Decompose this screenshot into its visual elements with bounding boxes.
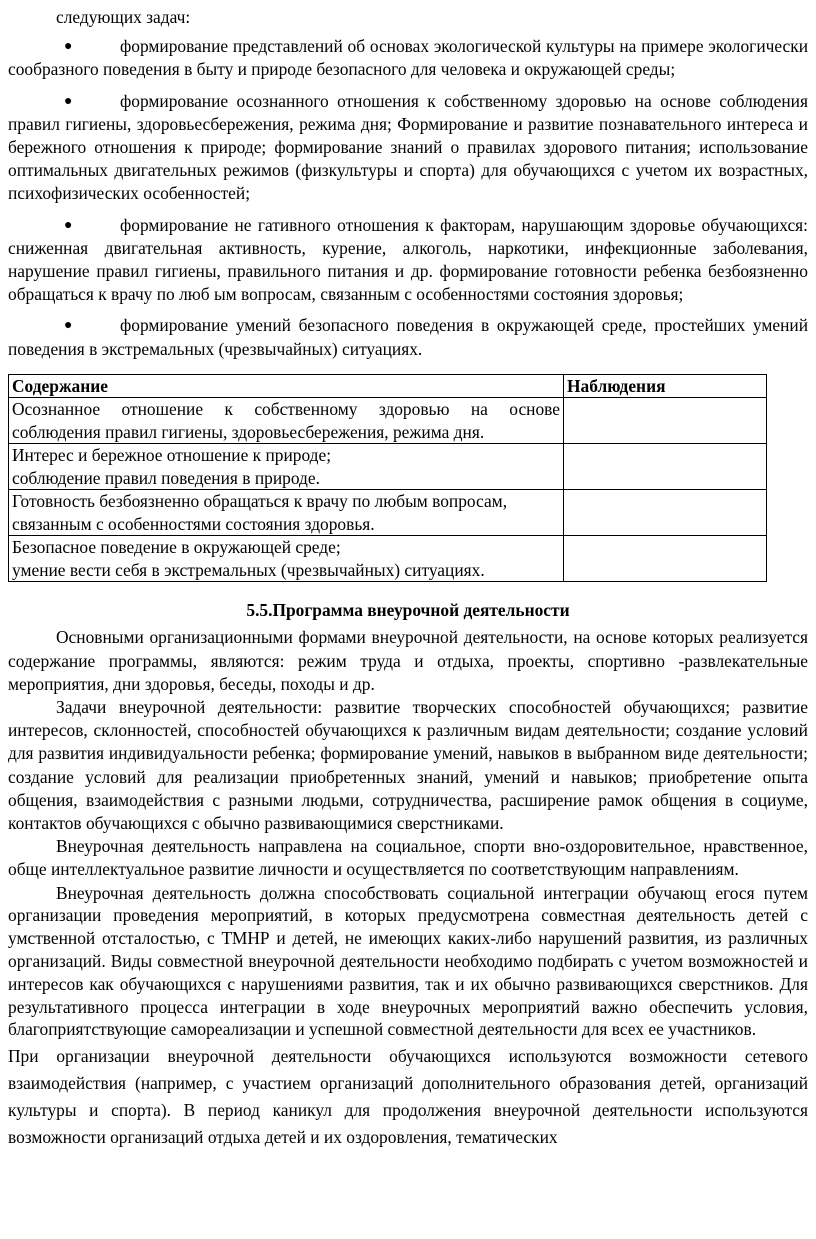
cell-line: умение вести себя в экстремальных (чрезвычайных) ситуациях. xyxy=(12,559,485,580)
table-header-row xyxy=(9,374,767,398)
table-row xyxy=(9,444,767,490)
observation-cell xyxy=(564,536,767,582)
column-header-observations: Наблюдения xyxy=(564,374,767,398)
bullet-text: формирование представлений об основах экологической культуры на примере экологически сообразного поведения в быту и природе безопасного для человека и окружающей среды; xyxy=(8,36,808,80)
content-cell xyxy=(9,444,564,490)
paragraph: Внеурочная деятельность должна способствовать социальной интеграции обучающ егося путем организации проведения мероприятий, в которых предусмотрена совместная деятельность детей с умственной отсталостью, с ТМНР и детей, не имеющих каких-либо нарушений развития, из различных организаций. Виды совместной внеурочной деятельности необходимо подбирать с учетом возможностей и интересов как обучающихся с нарушениями развития, так и их обычно развивающихся сверстников. Для результативного процесса интеграции в ходе внеурочных мероприятий важно обеспечить условия, благоприятствующие самореализации и успешной совместной деятельности для всех ее участников. xyxy=(8,882,808,1040)
bullet-text: формирование не гативного отношения к факторам, нарушающим здоровье обучающихся: сниженная двигательная активность, курение, алкоголь, наркотики, инфекционные заболевания, нарушение правил гигиены, правильного питания и др. формирование готовности ребенка безбоязненно обращаться к врачу по люб ым вопросам, связанным с особенностями состояния здоровья; xyxy=(8,214,808,305)
bullet-item xyxy=(8,90,808,206)
bullet-icon: ● xyxy=(64,318,73,334)
cell-line: Осознанное отношение к собственному здоровью на основе xyxy=(12,399,560,420)
observation-cell xyxy=(564,490,767,536)
document-page xyxy=(8,6,808,1151)
section-title: 5.5.Программа внеурочной деятельности xyxy=(246,600,570,621)
bullet-icon: ● xyxy=(64,39,73,55)
cell-line: Интерес и бережное отношение к природе; xyxy=(12,445,332,466)
observation-cell xyxy=(564,398,767,444)
cell-line: соблюдения правил гигиены, здоровьесбережения, режима дня. xyxy=(12,421,485,442)
paragraph: Основными организационными формами внеурочной деятельности, на основе которых реализуется содержание программы, являются: режим труда и отдыха, проекты, спортивно -развлекательные мероприятия, дни здоровья, беседы, походы и др. xyxy=(8,627,808,694)
content-cell xyxy=(9,398,564,444)
content-cell xyxy=(9,490,564,536)
bullet-item xyxy=(8,214,808,307)
cell-line: Готовность безбоязненно обращаться к врачу по любым вопросам, xyxy=(12,491,508,512)
cell-line: Безопасное поведение в окружающей среде; xyxy=(12,537,341,558)
bullet-icon: ● xyxy=(64,217,73,233)
observation-table xyxy=(8,374,767,583)
bullet-text: формирование осознанного отношения к собственному здоровью на основе соблюдения правил гигиены, здоровьесбережения, режима дня; Формирование и развитие познавательного интереса и бережного отношения к природе; формирование знаний о правилах здорового питания; использование оптимальных двигательных режимов (физкультуры и спорта) для обучающихся с учетом их возрастных, психофизических особенностей; xyxy=(8,90,808,204)
column-header-content: Содержание xyxy=(9,374,564,398)
bullet-item xyxy=(8,35,808,81)
paragraph-final: При организации внеурочной деятельности обучающихся используются возможности сетевого взаимодействия (например, с участием организаций дополнительного образования детей, организаций культуры и спорта). В период каникул для продолжения внеурочной деятельности используются возможности организаций отдыха детей и их оздоровления, тематических xyxy=(8,1046,808,1148)
observation-cell xyxy=(564,444,767,490)
bullet-text: формирование умений безопасного поведения в окружающей среде, простейших умений поведения в экстремальных (чрезвычайных) ситуациях. xyxy=(8,315,808,359)
cell-line: соблюдение правил поведения в природе. xyxy=(12,467,320,488)
bullet-icon: ● xyxy=(64,93,73,109)
content-cell xyxy=(9,536,564,582)
bullet-item xyxy=(8,314,808,360)
table-row xyxy=(9,490,767,536)
table-row xyxy=(9,536,767,582)
intro-text: следующих задач: xyxy=(56,7,191,27)
paragraph: Внеурочная деятельность направлена на социальное, спорти вно-оздоровительное, нравственное, обще интеллектуальное развитие личности и осуществляется по соответствующим направлениям. xyxy=(8,836,808,880)
cell-line: связанным с особенностями состояния здоровья. xyxy=(12,513,375,534)
table-row xyxy=(9,398,767,444)
paragraph: Задачи внеурочной деятельности: развитие творческих способностей обучающихся; развитие интересов, склонностей, способностей обучающихся к различным видам деятельности; создание условий для развития индивидуальности ребенка; формирование умений, навыков в выбранном виде деятельности; создание условий для реализации приобретенных знаний, умений и навыков; приобретение опыта общения, взаимодействия с разными людьми, сотрудничества, расширение рамок общения в социуме, контактов обучающихся с обычно развивающимися сверстниками. xyxy=(8,696,808,833)
